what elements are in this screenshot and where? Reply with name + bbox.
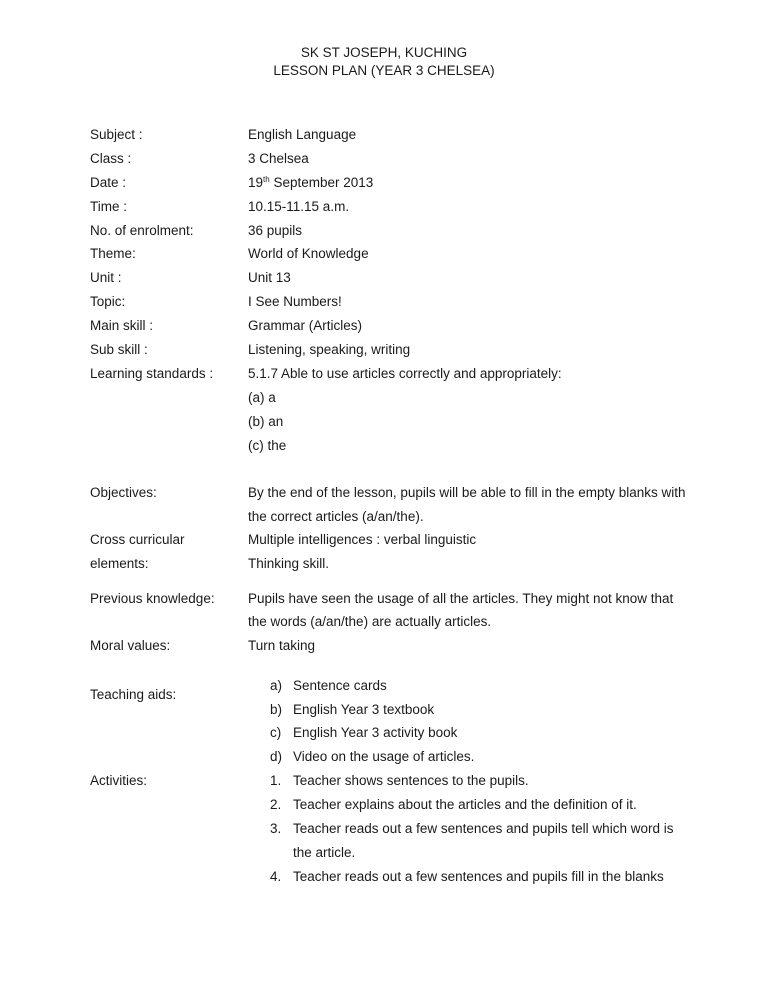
teaching-aid-item: English Year 3 activity book (293, 725, 458, 740)
class-label: Class : (90, 151, 132, 166)
cross-curricular-value: Thinking skill. (248, 556, 330, 571)
objectives-line: By the end of the lesson, pupils will be able to fill in the empty blanks with (248, 485, 686, 500)
standard-item: (a) a (248, 390, 276, 405)
teaching-aid-item: English Year 3 textbook (293, 702, 435, 717)
main-skill-label: Main skill : (90, 318, 154, 333)
theme-value: World of Knowledge (248, 246, 369, 261)
learning-standards-label: Learning standards : (90, 366, 214, 381)
enrolment-label: No. of enrolment: (90, 223, 194, 238)
list-marker: 1. (270, 773, 282, 788)
sub-skill-value: Listening, speaking, writing (248, 342, 411, 357)
school-name: SK ST JOSEPH, KUCHING (300, 45, 468, 60)
sub-skill-label: Sub skill : (90, 342, 148, 357)
topic-value: I See Numbers! (248, 294, 342, 309)
enrolment-value: 36 pupils (248, 223, 303, 238)
date-label: Date : (90, 175, 127, 190)
activity-item: Teacher reads out a few sentences and pupils tell which word is (293, 821, 674, 836)
teaching-aid-item: Sentence cards (293, 678, 387, 693)
previous-knowledge-line: the words (a/an/the) are actually articles. (248, 614, 492, 629)
time-value: 10.15-11.15 a.m. (248, 199, 350, 214)
document-title: LESSON PLAN (YEAR 3 CHELSEA) (273, 63, 495, 78)
date-value (248, 174, 373, 192)
learning-standards-value: 5.1.7 Able to use articles correctly and appropriately: (248, 366, 562, 381)
list-marker: c) (270, 725, 282, 740)
activity-item: Teacher reads out a few sentences and pupils fill in the blanks (293, 869, 664, 884)
date-suffix: th (263, 175, 270, 184)
list-marker: a) (270, 678, 283, 693)
list-marker: 3. (270, 821, 282, 836)
moral-values-label: Moral values: (90, 638, 171, 653)
unit-value: Unit 13 (248, 270, 291, 285)
list-marker: b) (270, 702, 283, 717)
date-day: 19 (248, 175, 264, 190)
list-marker: 4. (270, 869, 282, 884)
class-value: 3 Chelsea (248, 151, 309, 166)
subject-value: English Language (248, 127, 357, 142)
unit-label: Unit : (90, 270, 122, 285)
main-skill-value: Grammar (Articles) (248, 318, 362, 333)
list-marker: 2. (270, 797, 282, 812)
teaching-aid-item: Video on the usage of articles. (293, 749, 475, 764)
topic-label: Topic: (90, 294, 126, 309)
standard-item: (b) an (248, 414, 284, 429)
time-label: Time : (90, 199, 127, 214)
activity-item: Teacher explains about the articles and the definition of it. (293, 797, 637, 812)
activities-label: Activities: (90, 773, 148, 788)
cross-curricular-label: Cross curricular (90, 532, 185, 547)
subject-label: Subject : (90, 127, 143, 142)
cross-curricular-value: Multiple intelligences : verbal linguistic (248, 532, 477, 547)
previous-knowledge-label: Previous knowledge: (90, 591, 215, 606)
previous-knowledge-line: Pupils have seen the usage of all the articles. They might not know that (248, 591, 674, 606)
theme-label: Theme: (90, 246, 136, 261)
activity-item-continuation: the article. (293, 845, 356, 860)
cross-curricular-label: elements: (90, 556, 149, 571)
objectives-label: Objectives: (90, 485, 157, 500)
moral-values-value: Turn taking (248, 638, 316, 653)
activity-item: Teacher shows sentences to the pupils. (293, 773, 529, 788)
list-marker: d) (270, 749, 283, 764)
objectives-line: the correct articles (a/an/the). (248, 509, 424, 524)
standard-item: (c) the (248, 438, 287, 453)
teaching-aids-label: Teaching aids: (90, 687, 177, 702)
date-month-year: September 2013 (269, 175, 374, 190)
